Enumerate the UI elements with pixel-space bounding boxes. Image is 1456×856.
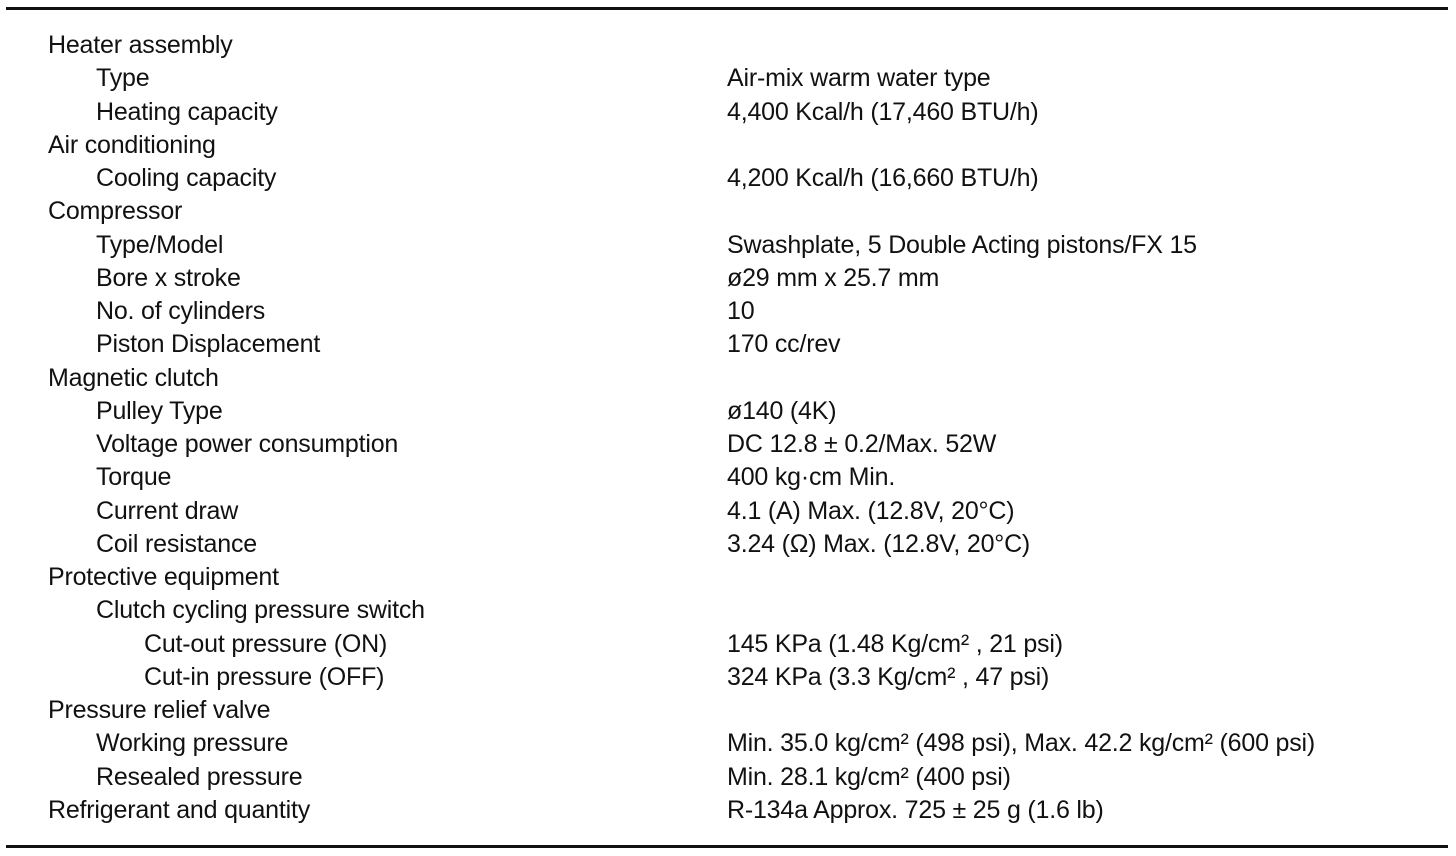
spec-label: Type/Model: [96, 230, 224, 259]
spec-label: Cut-in pressure (OFF): [144, 662, 385, 691]
spec-row-magnetic-clutch: [0, 362, 1456, 395]
spec-row-cut-out-pressure: [0, 628, 1456, 661]
bottom-rule: [6, 845, 1448, 848]
spec-label: Bore x stroke: [96, 263, 241, 292]
spec-value: 10: [727, 297, 755, 325]
spec-row-clutch-cycling-switch: [0, 594, 1456, 627]
spec-row-refrigerant-quantity: [0, 794, 1456, 827]
spec-label: Working pressure: [96, 729, 289, 758]
spec-label: Coil resistance: [96, 529, 257, 558]
top-rule: [6, 7, 1448, 10]
spec-value: ø29 mm x 25.7 mm: [727, 263, 940, 292]
specification-table: [0, 29, 1456, 827]
subsection-heading: Clutch cycling pressure switch: [96, 596, 425, 625]
spec-row-coil-resistance: [0, 528, 1456, 561]
spec-value: Min. 28.1 kg/cm² (400 psi): [727, 762, 1011, 791]
spec-value: DC 12.8 ± 0.2/Max. 52W: [727, 430, 997, 458]
spec-label: Type: [96, 64, 150, 93]
spec-value: 324 KPa (3.3 Kg/cm² , 47 psi): [727, 662, 1050, 691]
spec-row-current-draw: [0, 495, 1456, 528]
spec-row-pressure-relief-valve: [0, 694, 1456, 727]
spec-row-pulley-type: [0, 395, 1456, 428]
spec-value: 4,400 Kcal/h (17,460 BTU/h): [727, 97, 1039, 126]
spec-value: ø140 (4K): [727, 396, 837, 425]
spec-label: Cooling capacity: [96, 164, 277, 192]
spec-row-heating-capacity: [0, 96, 1456, 129]
spec-row-torque: [0, 461, 1456, 494]
spec-row-cylinders: [0, 295, 1456, 328]
spec-row-cooling-capacity: [0, 162, 1456, 195]
section-heading: Compressor: [48, 197, 183, 226]
spec-value: 4,200 Kcal/h (16,660 BTU/h): [727, 164, 1039, 192]
section-heading: Air conditioning: [48, 130, 216, 159]
spec-value: 3.24 (Ω) Max. (12.8V, 20°C): [727, 529, 1031, 558]
section-heading: Protective equipment: [48, 563, 279, 591]
spec-label: Pulley Type: [96, 396, 223, 425]
section-heading: Heater assembly: [48, 31, 233, 59]
spec-row-cut-in-pressure: [0, 661, 1456, 694]
spec-row-air-conditioning: [0, 129, 1456, 162]
spec-value: Air-mix warm water type: [727, 64, 991, 93]
spec-value: 170 cc/rev: [727, 330, 841, 359]
spec-value: Min. 35.0 kg/cm² (498 psi), Max. 42.2 kg/cm² (600 psi): [727, 729, 1316, 758]
spec-label: Torque: [96, 463, 172, 492]
spec-value: 4.1 (A) Max. (12.8V, 20°C): [727, 496, 1015, 525]
spec-row-resealed-pressure: [0, 761, 1456, 794]
spec-label: Current draw: [96, 496, 239, 525]
spec-row-voltage-power: [0, 428, 1456, 461]
spec-label: Voltage power consumption: [96, 430, 399, 458]
spec-value: R-134a Approx. 725 ± 25 g (1.6 lb): [727, 795, 1104, 824]
spec-label: Cut-out pressure (ON): [144, 629, 388, 658]
spec-value: 145 KPa (1.48 Kg/cm² , 21 psi): [727, 629, 1063, 658]
spec-row-protective-equipment: [0, 561, 1456, 594]
spec-value: 400 kg·cm Min.: [727, 463, 896, 492]
spec-row-compressor: [0, 195, 1456, 228]
spec-row-heater-type: [0, 62, 1456, 95]
spec-row-working-pressure: [0, 727, 1456, 760]
spec-label: No. of cylinders: [96, 297, 266, 325]
spec-label: Piston Displacement: [96, 330, 321, 359]
spec-row-type-model: [0, 229, 1456, 262]
section-heading: Refrigerant and quantity: [48, 795, 311, 824]
spec-label: Heating capacity: [96, 97, 278, 126]
spec-label: Resealed pressure: [96, 762, 303, 791]
spec-row-piston-displacement: [0, 328, 1456, 361]
spec-row-heater-assembly: [0, 29, 1456, 62]
spec-value: Swashplate, 5 Double Acting pistons/FX 15: [727, 230, 1197, 259]
section-heading: Magnetic clutch: [48, 363, 219, 392]
spec-row-bore-stroke: [0, 262, 1456, 295]
section-heading: Pressure relief valve: [48, 696, 271, 724]
